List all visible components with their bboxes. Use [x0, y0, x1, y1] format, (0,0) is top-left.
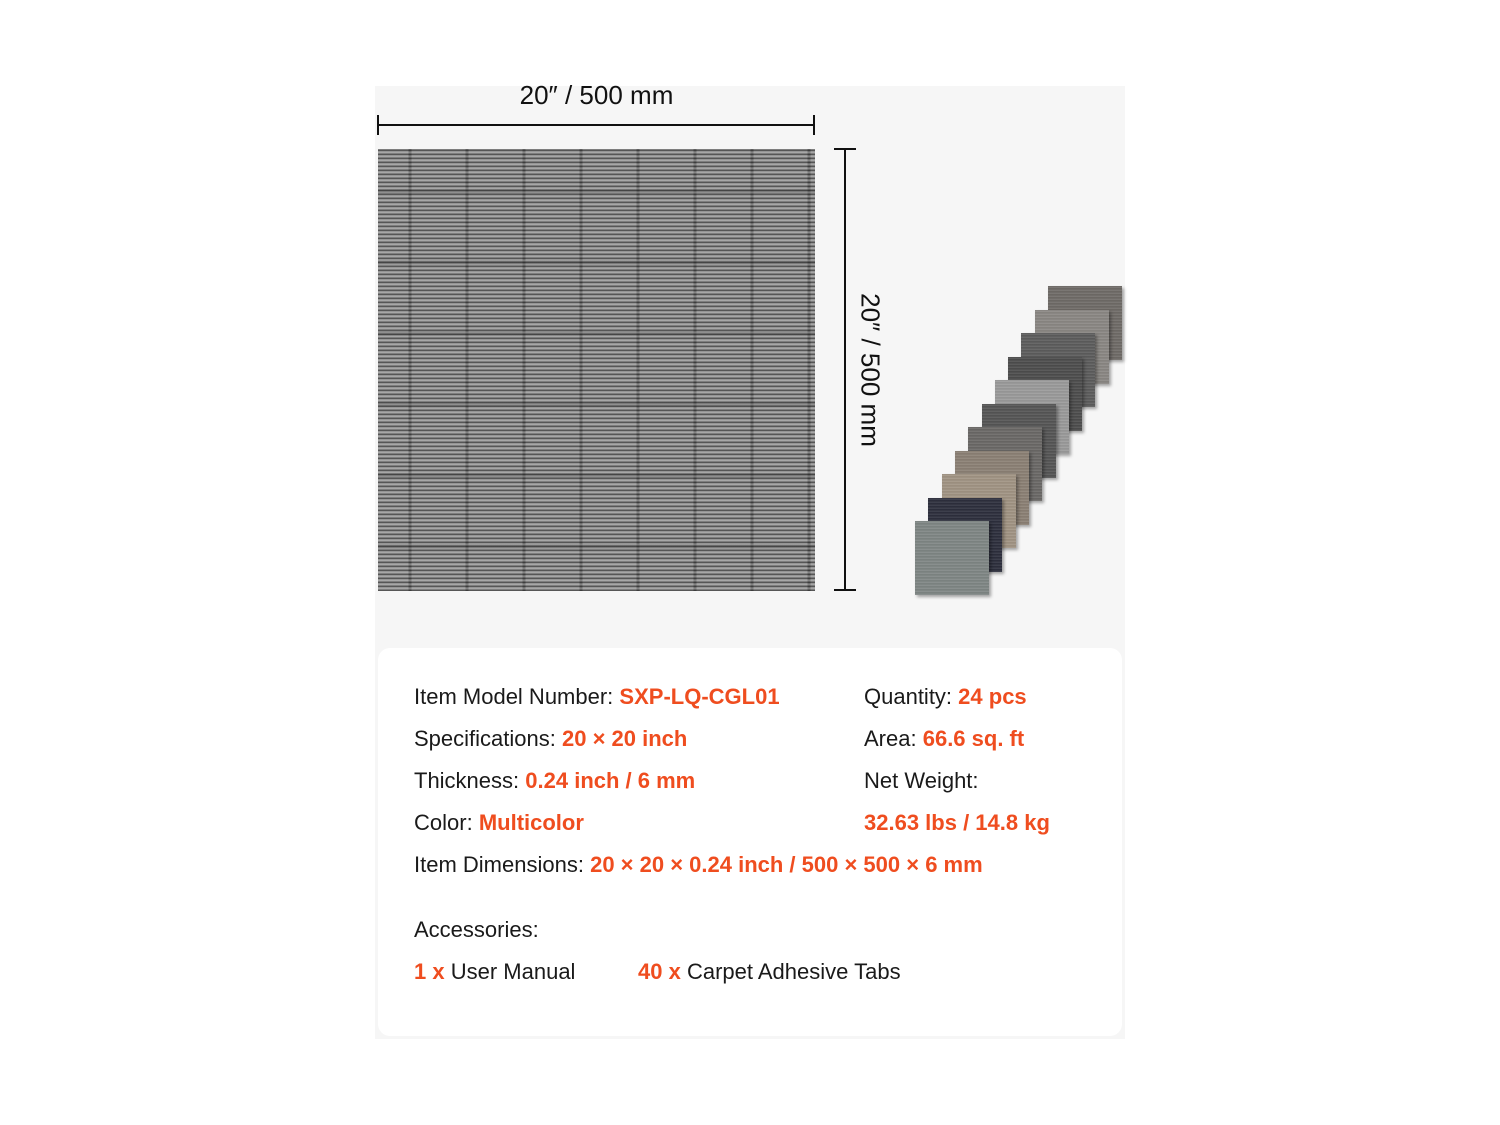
color-value: Multicolor	[478, 810, 584, 835]
accessory-name: User Manual	[450, 959, 576, 984]
net-weight-value: 32.63 lbs / 14.8 kg	[864, 810, 1050, 835]
quantity-value: 24 pcs	[958, 684, 1027, 709]
accessory-qty: 40 x	[638, 959, 681, 984]
item-dimensions-row	[414, 852, 983, 878]
accessory-item-manual	[414, 959, 575, 985]
width-dimension-line	[378, 124, 814, 126]
specifications-row	[414, 726, 687, 752]
height-dimension-label: 20″ / 500 mm	[855, 293, 886, 447]
area-label: Area:	[864, 726, 917, 751]
height-dimension-cap-top	[834, 148, 856, 150]
item-dimensions-value: 20 × 20 × 0.24 inch / 500 × 500 × 6 mm	[590, 852, 983, 877]
net-weight-label: Net Weight:	[864, 768, 979, 793]
width-dimension-label: 20″ / 500 mm	[519, 80, 674, 110]
accessories-title: Accessories:	[414, 917, 539, 942]
accessory-qty: 1 x	[414, 959, 445, 984]
accessory-name: Carpet Adhesive Tabs	[686, 959, 901, 984]
area-value: 66.6 sq. ft	[922, 726, 1025, 751]
width-dimension-cap-left	[377, 115, 379, 135]
thickness-row	[414, 768, 695, 794]
thickness-label: Thickness:	[414, 768, 520, 793]
thickness-value: 0.24 inch / 6 mm	[525, 768, 696, 793]
carpet-tile-image	[378, 149, 815, 591]
color-row	[414, 810, 584, 836]
specifications-value: 20 × 20 inch	[561, 726, 688, 751]
model-number-label: Item Model Number:	[414, 684, 614, 709]
quantity-label: Quantity:	[864, 684, 953, 709]
quantity-row	[864, 684, 1027, 710]
model-number-value: SXP-LQ-CGL01	[619, 684, 780, 709]
model-number-row	[414, 684, 780, 710]
height-dimension-line	[844, 149, 846, 590]
specifications-label: Specifications:	[414, 726, 556, 751]
color-label: Color:	[414, 810, 473, 835]
width-dimension-cap-right	[813, 115, 815, 135]
item-dimensions-label: Item Dimensions:	[414, 852, 584, 877]
accessory-item-adhesive-tabs	[638, 959, 901, 985]
height-dimension-cap-bottom	[834, 589, 856, 591]
area-row	[864, 726, 1024, 752]
spec-card	[378, 648, 1122, 1036]
